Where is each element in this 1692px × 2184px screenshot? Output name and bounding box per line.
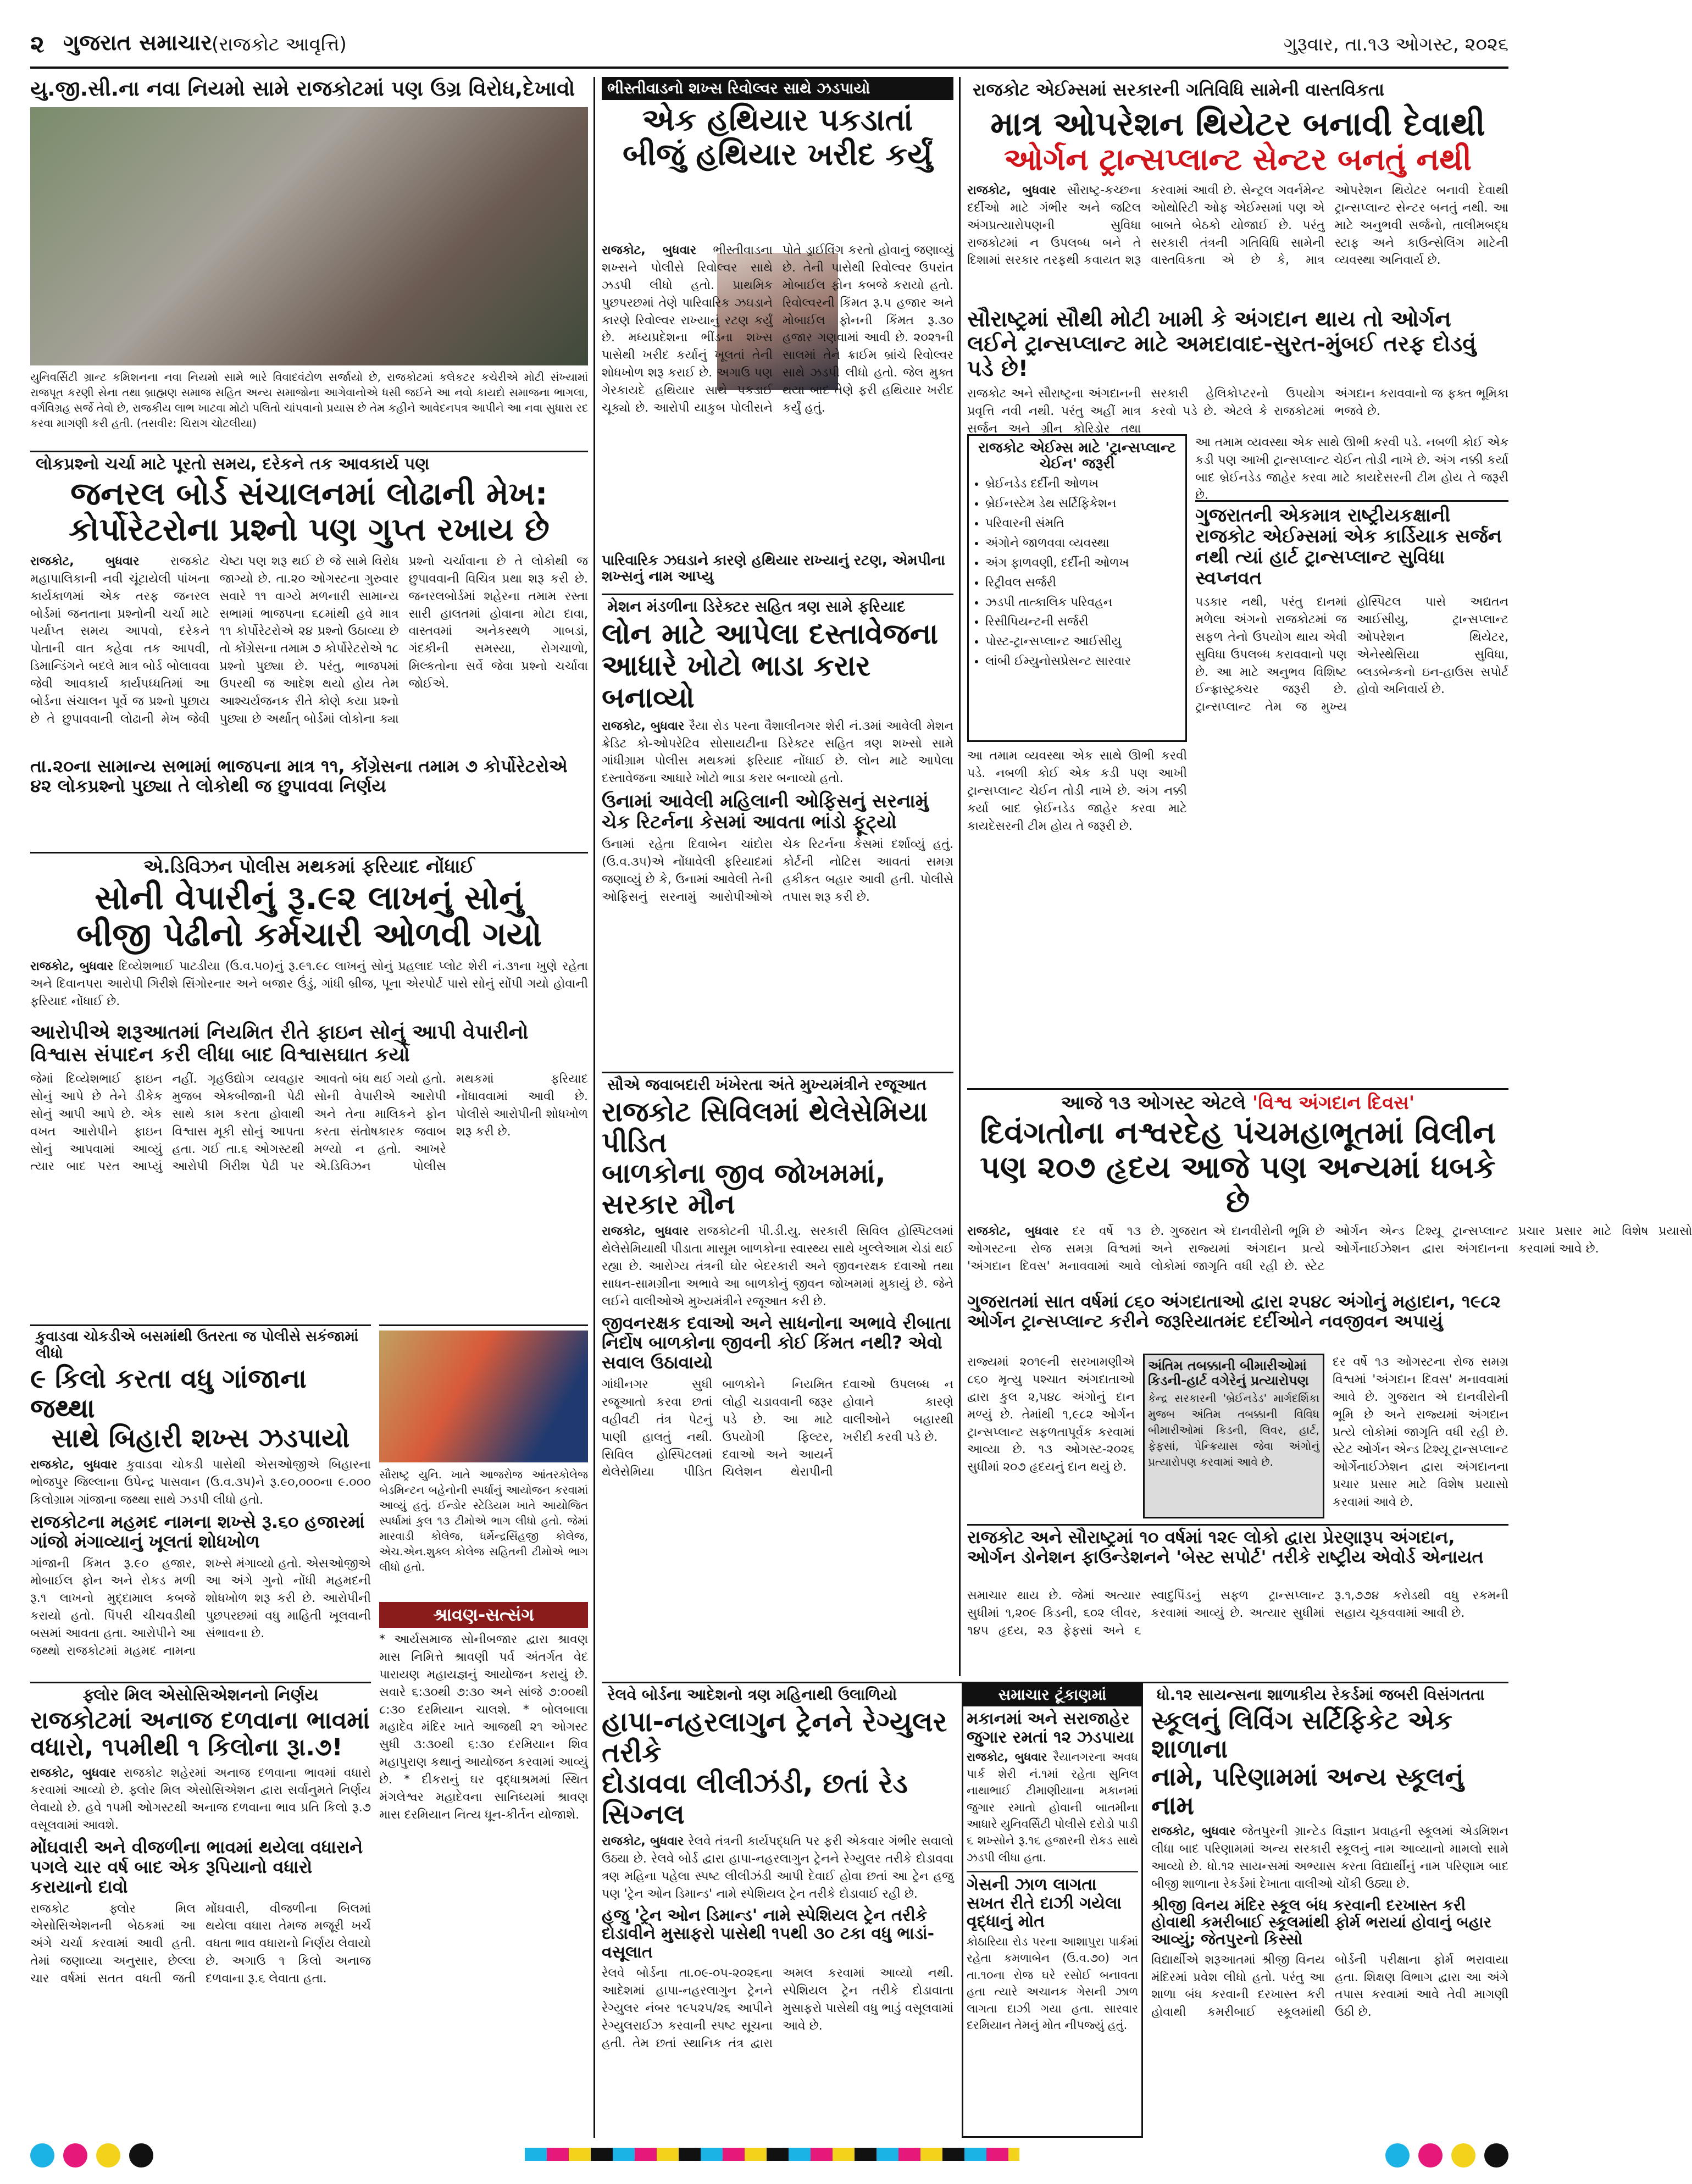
cyan-mark — [30, 2143, 54, 2168]
flour-strap: ફ્લોર મિલ એસોસિએશનનો નિર્ણય — [82, 1686, 319, 1705]
aiims-strap: રાજકોટ એઈમ્સમાં સરકારની ગતિવિધિ સામેની વાસ્તવિકતા — [973, 79, 1384, 100]
loan-dateline: રાજકોટ, બુધવાર — [602, 719, 685, 733]
aiims-continuation: આ તમામ વ્યવસ્થા એક સાથે ઊભી કરવી પડે. નબળી કોઈ એક કડી પણ આખી ટ્રાન્સપ્લાન્ટ ચેઈન તોડી નાખે છે. અંગ નક્કી કર્યા બાદ બ્રેઈનડેડ જાહેર કરવા માટે કાયદેસરની ટીમ હોય તે જરૂરી છે. — [967, 749, 1187, 833]
board-headline-2: કોર્પોરેટરોના પ્રશ્નો પણ ગુપ્ત રખાય છે — [69, 510, 550, 548]
revolver-headline-2: બીજું હથિયાર ખરીદ કર્યું — [622, 136, 933, 173]
gold-headline-2: બીજી પેઢીનો કર્મચારી ઓળવી ગયો — [76, 916, 542, 955]
brief-dateline: રાજકોટ, બુધવાર — [967, 1750, 1047, 1764]
list-item: • અંગોને જાળવવા વ્યવસ્થા — [985, 535, 1181, 552]
news-brief-box — [962, 1682, 1143, 2138]
flour-story — [30, 1682, 371, 2138]
organ-day-strap: આજે ૧૩ ઓગસ્ટ એટલે 'વિશ્વ અંગદાન દિવસ' — [1061, 1092, 1415, 1114]
end-stage-box-body: કેન્દ્ર સરકારની 'બ્રેઈનડેડ' માર્ગદર્શિકા મુજબ અંતિમ તબક્કાની વિવિધ બીમારીઓમાં કિડની, લિવર, હાર્ટ, ફેફસાં, પેન્ક્રિયાસ જેવા અંગોનું પ્રત્યારોપણ કરવામાં આવે છે. — [1148, 1391, 1319, 1468]
magenta-mark — [1418, 2143, 1443, 2168]
satsang-box — [379, 1602, 588, 1987]
paper-name: ગુજરાત સમાચાર — [63, 30, 212, 56]
thalassemia-dateline: રાજકોટ, બુધવાર — [602, 1224, 689, 1238]
loan-story — [602, 594, 953, 1066]
revolver-body: રાજકોટ, બુધવાર ભીસ્તીવાડના શખ્સને પોલીસે રિવોલ્વર સાથે ઝડપી લીધો હતો. પ્રાથમિક પુછપરછમાં તેણે પારિવારિક ઝઘડાને કારણે રિવોલ્વર રાખ્યાનું રટણ કર્યું છે. મધ્યપ્રદેશના ભીંડના શખ્સ પાસેથી ખરીદ કર્યાનું ખૂલતાં તેની શોધખોળ શરૂ કરાઈ છે. અગાઉ પણ ગેરકાયદે હથિયાર સાથે પકડાઈ ચૂક્યો છે. આરોપી યાકુબ પોલીસને પોતે ડ્રાઈવિંગ કરતો હોવાનું જણાવ્યું છે. તેની પાસેથી રિવોલ્વર ઉપરાંત મોબાઈલ ફોન કબજે કરાયો હતો. રિવોલ્વરની કિંમત રૂ.૫ હજાર અને મોબાઈલ ફોનની કિંમત રૂ.૩૦ હજાર ગણવામાં આવી છે. ૨૦૨૧ની સાલમાં તેને ક્રાઈમ બ્રાંચે રિવોલ્વર સાથે ઝડપી લીધો હતો. જેલ મુક્ત થયા બાદ તેણે ફરી હથિયાર ખરીદ કર્યું હતું. — [602, 243, 953, 415]
badminton-caption: સૌરાષ્ટ્ર યુનિ. ખાતે આજરોજ આંતરકોલેજ બેડમિન્ટન બહેનોની સ્પર્ધાનું આયોજન કરવામાં આવ્યું હતું. ઈન્ડોર સ્ટેડિયમ ખાતે આયોજિત સ્પર્ધામાં કુલ ૧૩ ટીમોએ ભાગ લીધો હતો. જેમાં મારવાડી કોલેજ, ધર્મેન્દ્રસિંહજી કોલેજ, એચ.એન.શુક્લ કોલેજ સહિતની ટીમોએ ભાગ લીધો હતો. — [379, 1468, 588, 1573]
ganja-dateline: રાજકોટ, બુધવાર — [30, 1458, 118, 1472]
railway-headline-2: દોડાવવા લીલીઝંડી, છતાં રેડ સિગ્નલ — [602, 1767, 908, 1830]
color-strip — [525, 2148, 1019, 2161]
list-item: • પરિવારની સંમતિ — [985, 515, 1181, 533]
aiims-subhead: સૌરાષ્ટ્રમાં સૌથી મોટી ખામી કે અંગદાન થાય તો ઓર્ગન લઈને ટ્રાન્સપ્લાન્ટ માટે અમદાવાદ-સુરત-મુંબઈ તરફ દોડવું પડે છે! — [967, 306, 1477, 381]
loan-strap: મેશન મંડળીના ડિરેક્ટર સહિત ત્રણ સામે ફરિયાદ — [607, 597, 906, 616]
aiims-headline-2: ઓર્ગન ટ્રાન્સપ્લાન્ટ સેન્ટર બનતું નથી — [1003, 142, 1472, 178]
school-strap: ધો.૧૨ સાયન્સના શાળાકીય રેકર્ડમાં જબરી વિસંગતતા — [1157, 1686, 1485, 1704]
satsang-body: * આર્યસમાજ સોનીબજાર દ્વારા શ્રાવણ માસ નિમિત્તે શ્રાવણી પર્વ અંતર્ગત વેદ પારાયણ મહાયજ્ઞનું આયોજન કરાયું છે. સવારે ૬:૩૦થી ૭:૩૦ અને સાંજે ૭:૦૦થી ૮:૩૦ દરમિયાન ચાલશે. * બોલબાલા મહાદેવ મંદિર ખાતે આજથી ૨૧ ઓગસ્ટ સુધી ૩:૩૦થી ૬:૩૦ દરમિયાન શિવ મહાપુરાણ કથાનું આયોજન કરવામાં આવ્યું છે. * દીકરાનું ઘર વૃદ્ધાશ્રમમાં સ્થિત મંગલેશ્વર મહાદેવના સાનિધ્યમાં શ્રાવણ માસ દરમિયાન નિત્ય ધૂન-કીર્તન યોજાશે. — [379, 1633, 588, 1822]
protest-photo — [30, 107, 588, 365]
transplant-chain-box — [967, 434, 1187, 742]
magenta-mark — [63, 2143, 87, 2168]
print-registration-bar — [30, 2143, 1508, 2165]
gold-intro: રાજકોટ, બુધવાર દિવ્યેશભાઈ પાટડીયા (ઉ.વ.૫૦)નું રૂ.૯૧.૯૮ લાખનું સોનું પ્રહલાદ પ્લોટ શેરી નં.૩૧ના ખુણે રહેતા અને દિવાનપરા આરોપી ગિરીશે સિંગોરનાર અને બજાર ઉંડું, ગાંધી બ્રીજ, પૂના એરપોર્ટ પાસે સોનું સોંપી ગયો હોવાની ફરિયાદ નોંધાઈ છે. — [30, 960, 589, 1009]
aiims-body-2: રાજકોટ અને સૌરાષ્ટ્રના અંગદાનની પ્રવૃત્તિ નવી નથી. પરંતુ અહીં માત્ર સર્જન અને ગ્રીન કોરિડોર તથા સરકારી હેલિકોપ્ટરનો ઉપયોગ કરવો પડે છે. એટલે કે રાજકોટમાં અંગદાન કરાવવાનો જ ફક્ત ભૂમિકા ભજવે છે. — [967, 387, 1508, 436]
thalassemia-body: રાજકોટ, બુધવાર રાજકોટની પી.ડી.યુ. સરકારી સિવિલ હોસ્પિટલમાં થેલેસેમિયાથી પીડાતા માસૂમ બાળકોના સ્વાસ્થ્ય સાથે ખુલ્લેઆમ ચેડાં થઈ રહ્યા છે. આરોગ્ય તંત્રની ઘોર બેદરકારી અને જીવનરક્ષક દવાઓ તથા સાધન-સામગ્રીના અભાવે આ બાળકોનું જીવન જોખમમાં મુકાયું છે. જેને લઈને વાલીઓએ મુખ્યમંત્રીને રજૂઆત કરી છે. — [602, 1224, 954, 1309]
brief-headline-2: ગેસની ઝાળ લાગતા સખત રીતે દાઝી ગયેલા વૃદ્ધાનું મોત — [967, 1871, 1138, 1931]
list-item: • બ્રેઈનડેડ દર્દીની ઓળખ — [985, 475, 1181, 493]
page-header — [30, 30, 1508, 69]
railway-strap: રેલવે બોર્ડના આદેશનો ત્રણ મહિનાથી ઉલાળિયો — [607, 1686, 897, 1704]
ugc-headline: યુ.જી.સી.ના નવા નિયમો સામે રાજકોટમાં પણ ઉગ્ર વિરોધ,દેખાવો — [30, 76, 575, 101]
photo-credit: (તસવીર: ચિરાગ ચોટલીયા) — [136, 417, 257, 430]
badminton-story — [379, 1324, 588, 1599]
aiims-headline-1: માત્ર ઓપરેશન થિયેટર બનાવી દેવાથી — [990, 105, 1485, 143]
list-item: • રિટ્રીવલ સર્જરી — [985, 574, 1181, 592]
school-dateline: રાજકોટ, બુધવાર — [1151, 1825, 1236, 1839]
gold-story — [30, 852, 588, 1319]
aiims-body-3: પડકાર નથી, પરંતુ દાનમાં મળેલા અંગનો રાજકોટમાં જ સફળ તેનો ઉપયોગ થાય એવી સુવિધા ઉપલબ્ધ કરાવવાનો પણ છે. આ માટે અનુભવ વિશિષ્ટ ઈન્ફ્રાસ્ટ્રક્ચર જરૂરી છે. ટ્રાન્સપ્લાન્ટ તેમ જ મુખ્ય હોસ્પિટલ પાસે અદ્યતન આઈસીયુ, ટ્રાન્સપ્લાન્ટ ઓપરેશન થિયેટર, એનેસ્થેસિયા સુવિધા, બ્લડબેન્કનો ઇન-હાઉસ સપોર્ટ હોવો અનિવાર્ય છે. — [1195, 595, 1508, 714]
ugc-caption: યુનિવર્સિટી ગ્રાન્ટ કમિશનના નવા નિયમો સામે ભારે વિવાદવંટોળ સર્જાયો છે, રાજકોટમાં કલેકટર કચેરીએ મોટી સંખ્યામાં રાજપૂત કરણી સેના તથા બ્રાહ્મણ સમાજ સહિત અન્ય સમાજોના આગેવાનોએ ધસી જઈને આ નવો કાયદો સમાજના ભાગલા, વર્ગવિગ્રહ સર્જે તેવો છે, રાજકીય લાભ ખાટવા મોટો પલિતો ચાંપવાનો પ્રયાસ છે તેમ કહીને આવેદનપત્ર આપીને આ નવા સુધારા રદ કરવા માગણી કરી હતી. (તસવીર: ચિરાગ ચોટલીયા) — [30, 370, 588, 430]
flour-subhead: મોંઘવારી અને વીજળીના ભાવમાં થયેલા વધારાને પગલે ચાર વર્ષ બાદ એક રૂપિયાનો વધારો કરાયાનો દાવો — [30, 1837, 363, 1897]
thalassemia-strap: સૌએ જવાબદારી ખંખેરતા અંતે મુખ્યમંત્રીને રજૂઆત — [607, 1076, 927, 1094]
gold-headline-1: સોની વેપારીનું રૂ.૯૨ લાખનું સોનું — [95, 879, 524, 917]
organ-day-subhead-2: રાજકોટ અને સૌરાષ્ટ્રમાં ૧૦ વર્ષમાં ૧૨૯ લોકો દ્વારા પ્રેરણારૂપ અંગદાન, ઓર્ગન ડોનેશન ફાઉન્ડેશનને 'બેસ્ટ સપોર્ટ' તરીકે રાષ્ટ્રીય એવોર્ડ એનાયત — [967, 1524, 1508, 1584]
aiims-story — [967, 77, 1508, 1083]
revolver-story — [602, 77, 953, 588]
list-item: • પોસ્ટ-ટ્રાન્સપ્લાન્ટ આઈસીયુ — [985, 633, 1181, 651]
board-dateline: રાજકોટ, બુધવાર — [30, 554, 140, 568]
revolver-footer: પારિવારિક ઝઘડાને કારણે હથિયાર રાખ્યાનું રટણ, એમપીના શખ્સનું નામ આપ્યુ — [602, 552, 945, 585]
cyan-mark — [1385, 2143, 1410, 2168]
news-brief-title: સમાચાર ટૂંકાણમાં — [963, 1683, 1141, 1706]
loan-body: રાજકોટ, બુધવાર રૈયા રોડ પરના વૈશાલીનગર શેરી નં.૩માં આવેલી મેશન ક્રેડિટ કો-ઓપરેટિવ સોસાયટીના ડિરેક્ટર સહિત ત્રણ શખ્સો સામે ગાંધીગ્રામ પોલીસ મથકમાં ફરિયાદ નોંધાઈ છે. લોન માટે આપેલા દસ્તાવેજના આધારે ખોટો ભાડા કરાર બનાવ્યો હતો. — [602, 719, 954, 786]
chain-box-title: રાજકોટ એઈમ્સ માટે 'ટ્રાન્સપ્લાન્ટ ચેઈન' જરૂરી — [978, 440, 1176, 473]
list-item: • લાંબી ઈમ્યુનોસપ્રેસન્ટ સારવાર — [985, 653, 1181, 670]
railway-subhead: હજુ 'ટ્રેન ઓન ડિમાન્ડ' નામે સ્પેશિયલ ટ્રેન તરીકે દોડાવીને મુસાફરો પાસેથી ૧૫થી ૩૦ ટકા વધુ ભાડાં-વસૂલાત — [602, 1905, 935, 1962]
satsang-title: શ્રાવણ-સત્સંગ — [379, 1602, 588, 1628]
badminton-photo — [379, 1331, 588, 1462]
loan-headline-2: આધારે ખોટો ભાડા કરાર બનાવ્યો — [602, 650, 871, 715]
railway-body-2: રેલવે બોર્ડના તા.૦૯-૦૫-૨૦૨૬ના આદેશમાં હાપા-નહરલાગુન ટ્રેનને રેગ્યુલર નંબર ૧૯૫૨૫/૨૬ આપીને રેગ્યુલરાઈઝ કરવાની સ્પષ્ટ સૂચના હતી. તેમ છતાં સ્થાનિક તંત્ર દ્વારા અમલ કરવામાં આવ્યો નથી. સ્પેશિયલ ટ્રેન તરીકે દોડાવાતા મુસાફરો પાસેથી વધુ ભાડું વસૂલવામાં આવે છે. — [602, 1966, 953, 2050]
end-stage-box — [1143, 1354, 1324, 1518]
thalassemia-story — [602, 1072, 953, 1522]
brief-body-2: કોઠારિયા રોડ પરના આશાપુરા પાર્કમાં રહેતા કમળાબેન (ઉ.વ.૭૦) ગત તા.૧૦ના રોજ ઘરે રસોઈ બનાવતા હતા ત્યારે અચાનક ગેસની ઝાળ લાગતા દાઝી ગયા હતા. સારવાર દરમિયાન તેમનું મોત નીપજ્યું હતું. — [967, 1935, 1138, 2032]
thalassemia-body-2: ગાંધીનગર સુધી રજૂઆતો કરવા છતાં વહીવટી તંત્ર પેટનું પાણી હાલતું નથી. સિવિલ હોસ્પિટલમાં થેલેસેમિયા પીડિત બાળકોને નિયમિત લોહી ચડાવવાની જરૂર પડે છે. આ માટે ઉપયોગી ફિલ્ટર, દવાઓ અને આયર્ન ચિલેશન થેરાપીની દવાઓ ઉપલબ્ધ ન હોવાને કારણે વાલીઓને બહારથી ખરીદી કરવી પડે છે. — [602, 1377, 953, 1479]
revolver-strap: ભીસ્તીવાડનો શખ્સ રિવોલ્વર સાથે ઝડપાયો — [602, 77, 953, 100]
column-rule-left — [593, 77, 595, 2138]
ganja-headline-1: ૯ કિલો કરતા વધુ ગાંજાના જથ્થા — [30, 1363, 307, 1424]
organ-day-headline-1: દિવંગતોના નશ્વરદેહ પંચમહાભૂતમાં વિલીન — [980, 1115, 1496, 1151]
organ-day-body-3: સમાચાર થાય છે. જેમાં અત્યાર સુધીમાં ૧,૨૦૯ કિડની, ૬૦૨ લીવર, ૧૪૫ હૃદય, ૨૩ ફેફસાં અને ૬ સ્વાદુપિંડનું સફળ ટ્રાન્સપ્લાન્ટ કરવામાં આવ્યું છે. અત્યાર સુધીમાં રૂ.૧,૭૭૪ કરોડથી વધુ રકમની સહાય ચૂકવવામાં આવી છે. — [967, 1589, 1508, 1638]
yellow-mark — [96, 2143, 120, 2168]
black-mark — [129, 2143, 153, 2168]
flour-body-2: રાજકોટ ફ્લોર મિલ એસોસિએશનની બેઠકમાં આ અંગે ચર્ચા કરવામાં આવી હતી. તેમાં જણાવ્યા અનુસાર, છેલ્લા ચાર વર્ષમાં સતત વધતી જતી મોંઘવારી, વીજળીના બિલમાં થયેલા વધારા તેમજ મજૂરી ખર્ચ વધતા ભાવ વધારાનો નિર્ણય લેવાયો છે. અગાઉ ૧ કિલો અનાજ દળવાના રૂ.૬ લેવાતા હતા. — [30, 1902, 371, 1986]
aiims-dateline: રાજકોટ, બુધવાર — [967, 183, 1056, 197]
thalassemia-subhead: જીવનરક્ષક દવાઓ અને સાધનોના અભાવે રીબાતા નિર્દોષ બાળકોના જીવની કોઈ કિંમત નથી? એવો સવાલ ઉઠાવાયો — [602, 1312, 951, 1373]
ugc-story — [30, 77, 588, 445]
loan-headline-1: લોન માટે આપેલા દસ્તાવેજના — [602, 618, 939, 651]
ganja-body-2: ગાંજાની કિંમત રૂ.૯૦ હજાર, મોબાઈલ ફોન અને રોકડ મળી રૂ.૧ લાખનો મુદ્દામાલ કબજે કરાયો હતો. પિંપરી ચીચવડીથી બસમાં આવતા હતા. આરોપીને આ જથ્થો રાજકોટમાં મહમદ નામના શખ્સે મંગાવ્યો હતો. એસઓજીએ આ અંગે ગુનો નોંધી મહમદની શોધખોળ શરૂ કરી છે. આરોપીની પુછપરછમાં વધુ માહિતી ખૂલવાની સંભાવના છે. — [30, 1556, 371, 1659]
organ-day-headline-2: પણ ૨૦૭ હૃદય આજે પણ અન્યમાં ધબકે છે — [980, 1149, 1496, 1220]
chain-list — [973, 475, 1181, 670]
railway-body: રાજકોટ, બુધવાર રેલવે તંત્રની કાર્યપદ્ધતિ પર ફરી એકવાર ગંભીર સવાલો ઉઠ્યા છે. રેલવે બોર્ડ દ્વારા હાપા-નહરલાગુન ટ્રેનને રેગ્યુલર તરીકે દોડાવવા ત્રણ મહિના પહેલા સ્પષ્ટ લીલીઝંડી આપી દેવાઈ હોવા છતાં આ ટ્રેન હજુ પણ 'ટ્રેન ઓન ડિમાન્ડ' નામે સ્પેશિયલ ટ્રેન તરીકે દોડાવાઈ રહી છે. — [602, 1834, 953, 1901]
organ-day-body-2: રાજ્યમાં ૨૦૧૯ની સરખામણીએ ૮૬૦ મૃત્યુ પશ્ચાત અંગદાતાઓ દ્વારા કુલ ૨,૫૪૮ અંગોનું દાન મળ્યું છે. તેમાંથી ૧,૯૮૨ ઓર્ગન ટ્રાન્સપ્લાન્ટ સફળતાપૂર્વક કરવામાં આવ્યા છે. ૧૩ ઓગસ્ટ-૨૦૨૬ સુધીમાં ૨૦૭ હૃદયનું દાન થયું છે. — [967, 1355, 1135, 1475]
gold-subhead: આરોપીએ શરૂઆતમાં નિયમિત રીતે ફાઇન સોનું આપી વેપારીનો વિશ્વાસ સંપાદન કરી લીધા બાદ વિશ્વાસઘાત કર્યો — [30, 1021, 529, 1066]
board-headline-1: જનરલ બોર્ડ સંચાલનમાં લોઢાની મેખ: — [70, 475, 548, 512]
organ-day-subhead: ગુજરાતમાં સાત વર્ષમાં ૮૬૦ અંગદાતાઓ દ્વારા ૨૫૪૮ અંગોનું મહાદાન, ૧૯૮૨ ઓર્ગન ટ્રાન્સપ્લાન્ટ કરીને જરૂરિયાતમંદ દર્દીઓને નવજીવન અપાયું — [967, 1291, 1501, 1332]
ganja-story — [30, 1324, 371, 1676]
yellow-mark — [1451, 2143, 1475, 2168]
issue-date: ગુરૂવાર, તા.૧૩ ઓગસ્ટ, ૨૦૨૬ — [1283, 34, 1508, 56]
school-body-2: વિદ્યાર્થીએ શરૂઆતમાં શ્રીજી વિનય મંદિરમાં પ્રવેશ લીધો હતો. પરંતુ આ શાળા બંધ કરવાની દરખાસ્ત કરી હોવાથી કમરીબાઈ સ્કૂલમાંથી બોર્ડની પરીક્ષાના ફોર્મ ભરાવાયા હતા. શિક્ષણ વિભાગ દ્વારા આ અંગે તપાસ કરવામાં આવે તેવી માગણી ઉઠી છે. — [1151, 1953, 1508, 2020]
brief-body-1: રાજકોટ, બુધવાર રૈયાનગરના અવધ પાર્ક શેરી નં.૧માં રહેતા સુનિલ નાથાભાઈ ટીમાણીયાના મકાનમાં જુગાર રમાતો હોવાની બાતમીના આધારે યુનિવર્સિટી પોલીસે દરોડો પાડી ૬ શખ્સોને રૂ.૧૬ હજારની રોકડ સાથે ઝડપી લીધા હતા. — [967, 1750, 1138, 1864]
organ-day-body: રાજકોટ, બુધવાર દર વર્ષે ૧૩ ઓગસ્ટના રોજ સમગ્ર વિશ્વમાં 'અંગદાન દિવસ' મનાવવામાં આવે છે. ગુજરાત એ દાનવીરોની ભૂમિ છે અને રાજ્યમાં અંગદાન પ્રત્યે લોકોમાં જાગૃતિ વધી રહી છે. સ્ટેટ ઓર્ગન એન્ડ ટિશ્યૂ ટ્રાન્સપ્લાન્ટ ઓર્ગેનાઈઝેશન દ્વારા અંગદાનના પ્રચાર પ્રસાર માટે વિશેષ પ્રયાસો કરવામાં આવે છે. — [967, 1224, 1692, 1273]
railway-dateline: રાજકોટ, બુધવાર — [602, 1834, 684, 1848]
school-headline-2: નામે, પરિણામમાં અન્ય સ્કૂલનું નામ — [1151, 1762, 1464, 1820]
list-item: • ઝડપી તાત્કાલિક પરિવહન — [985, 594, 1181, 612]
organ-day-body-2b: દર વર્ષે ૧૩ ઓગસ્ટના રોજ સમગ્ર વિશ્વમાં 'અંગદાન દિવસ' મનાવવામાં આવે છે. ગુજરાત એ દાનવીરોની ભૂમિ છે અને રાજ્યમાં અંગદાન પ્રત્યે લોકોમાં જાગૃતિ વધી રહી છે. સ્ટેટ ઓર્ગન એન્ડ ટિશ્યૂ ટ્રાન્સપ્લાન્ટ ઓર્ગેનાઈઝેશન દ્વારા અંગદાનના પ્રચાર પ્રસાર માટે વિશેષ પ્રયાસો કરવામાં આવે છે. — [1333, 1355, 1508, 1510]
list-item: • બ્રેઈનસ્ટેમ ડેથ સર્ટિફિકેશન — [985, 495, 1181, 513]
thalassemia-headline-2: બાળકોના જીવ જોખમમાં, સરકાર મૌન — [602, 1157, 886, 1220]
flour-headline: રાજકોટમાં અનાજ દળવાના ભાવમાં વધારો, ૧૫મીથી ૧ કિલોના રૂા.૭! — [30, 1706, 370, 1762]
board-strap: લોકપ્રશ્નો ચર્ચા માટે પૂરતો સમય, દરેકને તક આવકાર્ય પણ — [36, 454, 430, 474]
gold-dateline: રાજકોટ, બુધવાર — [30, 960, 114, 974]
ganja-headline-2: સાથે બિહારી શખ્સ ઝડપાયો — [51, 1422, 350, 1454]
ganja-subhead: રાજકોટના મહમદ નામના શખ્સે રૂ.૬૦ હજારમાં ગાંજો મંગાવ્યાનું ખૂલતાં શોધખોળ — [30, 1511, 365, 1552]
school-story — [1151, 1682, 1508, 2138]
flour-dateline: રાજકોટ, બુધવાર — [30, 1766, 116, 1780]
black-mark — [1484, 2143, 1508, 2168]
revolver-headline-1: એક હથિયાર પકડાતાં — [642, 102, 913, 138]
school-headline-1: સ્કૂલનું લિવિંગ સર્ટિફિકેટ એક શાળાના — [1151, 1705, 1453, 1764]
school-subhead: શ્રીજી વિનય મંદિર સ્કૂલ બંધ કરવાની દરખાસ્ત કરી હોવાથી કમરીબાઈ સ્કૂલમાંથી ફોર્મ ભરાયાં હોવાનું બહાર આવ્યું; જેતપુરનો કિસ્સો — [1151, 1895, 1492, 1949]
school-body: રાજકોટ, બુધવાર જેતપુરની ગ્રાન્ટેડ વિજ્ઞાન પ્રવાહની સ્કૂલમાં એડમિશન લીધા બાદ પરિણામમાં અન્ય સરકારી સ્કૂલનું નામ આવ્યાનો મામલો સામે આવ્યો છે. ધો.૧૨ સાયન્સમાં અભ્યાસ કરતા વિદ્યાર્થીનું નામ પરિણામ બાદ બીજી શાળાના રેકર્ડમાં દેખાતા વાલીઓ ચોંકી ઉઠ્યા છે. — [1151, 1825, 1509, 1891]
aiims-body: રાજકોટ, બુધવાર સૌરાષ્ટ્ર-કચ્છના દર્દીઓ માટે ગંભીર અને જટિલ અંગપ્રત્યારોપણની સુવિધા રાજકોટમાં ન ઉપલબ્ધ બને તે દિશામાં સરકાર તરફથી કવાયત શરૂ કરવામાં આવી છે. સેન્ટ્રલ ગવર્નમેન્ટ ઓથોરિટી ઓફ એઈમ્સમાં પણ એ બાબતે બેઠકો યોજાઈ છે. પરંતુ સરકારી તંત્રની ગતિવિધિ સામેની વાસ્તવિકતા એ છે કે, માત્ર ઓપરેશન થિયેટર બનાવી દેવાથી ટ્રાન્સપ્લાન્ટ સેન્ટર બનતું નથી. આ માટે અનુભવી સર્જનો, તાલીમબદ્ધ સ્ટાફ અને કાઉન્સેલિંગ માટેની વ્યવસ્થા અનિવાર્ય છે. — [967, 183, 1508, 268]
gold-strap: એ.ડિવિઝન પોલીસ મથકમાં ફરિયાદ નોંધાઈ — [143, 856, 475, 878]
thalassemia-headline-1: રાજકોટ સિવિલમાં થેલેસેમિયા પીડિત — [602, 1096, 928, 1158]
flour-body: રાજકોટ, બુધવાર રાજકોટ શહેરમાં અનાજ દળવાના ભાવમાં વધારો કરવામાં આવ્યો છે. ફ્લોર મિલ એસોસિએશન દ્વારા સર્વાનુમતે નિર્ણય લેવાયો છે. હવે ૧૫મી ઓગસ્ટથી અનાજ દળવાના ભાવ પ્રતિ કિલો રૂ.૭ વસૂલવામાં આવશે. — [30, 1766, 371, 1833]
brief-headline-1: મકાનમાં અને સરાજાહેર જુગાર રમતાં ૧૨ ઝડપાયા — [967, 1709, 1134, 1747]
loan-subhead: ઉનામાં આવેલી મહિલાની ઓફિસનું સરનામું ચેક રિટર્નના કેસમાં આવતા ભાંડો ફૂટ્યો — [602, 790, 929, 834]
end-stage-box-title: અંતિમ તબક્કાની બીમારીઓમાં કિડની-હાર્ટ વગેરેનું પ્રત્યારોપણ — [1148, 1358, 1309, 1388]
list-item: • અંગ ફાળવણી, દર્દીની ઓળખ — [985, 555, 1181, 572]
railway-headline-1: હાપા-નહરલાગુન ટ્રેનને રેગ્યુલર તરીકે — [602, 1706, 947, 1769]
aiims-side-body: આ તમામ વ્યવસ્થા એક સાથે ઊભી કરવી પડે. નબળી કોઈ એક કડી પણ આખી ટ્રાન્સપ્લાન્ટ ચેઈન તોડી નાખે છે. અંગ નક્કી કર્યા બાદ બ્રેઈનડેડ જાહેર કરવા માટે કાયદેસરની ટીમ હોય તે જરૂરી છે. — [1195, 436, 1508, 502]
list-item: • રિસીપિયન્ટની સર્જરી — [985, 613, 1181, 631]
gold-body: જેમાં દિવ્યેશભાઈ ફાઇન સોનું આપે છે તેને ડીકેક સોનું આપી આપે છે. એક વખત આરોપીને ફાઇન સોનું આપવામાં આવ્યું ત્યાર બાદ પરત આપ્યું નહીં. ગૃહઉદ્યોગ વ્યવહાર મુજબ એકબીજાની પેઢી સાથે કામ કરતા હોવાથી વિશ્વાસ મૂકી સોનું આપતા હતા. ગઈ તા.૬ ઓગસ્ટથી આરોપી ગિરીશ પેઢી પર આવતો બંધ થઈ ગયો હતો. સોની વેપારીએ આરોપી અને તેના માલિકને ફોન કરતા સંતોષકારક જવાબ મળ્યો ન હતો. આખરે એ.ડિવિઝન પોલીસ મથકમાં ફરિયાદ નોંધાવવામાં આવી છે. પોલીસે આરોપીની શોધખોળ શરૂ કરી છે. — [30, 1072, 588, 1174]
ganja-strap: કુવાડવા ચોકડીએ બસમાંથી ઉતરતા જ પોલીસે સકંજામાં લીધો — [36, 1328, 359, 1362]
aiims-subhead-2: ગુજરાતની એકમાત્ર રાષ્ટ્રીયકક્ષાની રાજકોટ એઈમ્સમાં એક કાર્ડિયાક સર્જન નથી ત્યાં હાર્ટ ટ્રાન્સપ્લાન્ટ સુવિધા સ્વપ્નવત — [1195, 500, 1508, 588]
board-story — [30, 451, 588, 846]
loan-body-2: ઉનામાં રહેતા દિવાબેન ચાંદોરા (ઉ.વ.૩૫)એ નોંધાવેલી ફરિયાદમાં જણાવ્યું છે કે, ઉનામાં આવેલી તેની ઓફિસનું સરનામું આરોપીઓએ ચેક રિટર્નના કેસમાં દર્શાવ્યું હતું. કોર્ટની નોટિસ આવતાં સમગ્ર હકીકત બહાર આવી હતી. પોલીસે તપાસ શરૂ કરી છે. — [602, 838, 953, 905]
board-body: રાજકોટ, બુધવાર રાજકોટ મહાપાલિકાની નવી ચૂંટાયેલી પાંખના કાર્યકાળમાં એક તરફ જનરલ બોર્ડમાં જનતાના પ્રશ્નોની ચર્ચા માટે પર્યાપ્ત સમય આપવો, દરેકને પોતાની વાત કહેવા તક આપવી, ડિમાન્ડિંગને બદલે માત્ર બોર્ડ બોલાવવા જેવી આવકાર્ય કાર્યપધ્ધતિમાં આ બોર્ડના સંચાલન પૂર્વે જ પ્રશ્નો પુછાય છે તે છુપાવવાની લોઢાની મેખ જેવી ચેષ્ટા પણ શરૂ થઈ છે જે સામે વિરોધ જાગ્યો છે. તા.૨૦ ઓગસ્ટના ગુરુવાર સવારે ૧૧ વાગ્યે મળનારી સામાન્ય સભામાં ભાજપના ૬૮માંથી હવે માત્ર ૧૧ કોર્પોરેટરોએ ૨૪ પ્રશ્નો ઉઠાવ્યા છે તો કોંગ્રેસના તમામ ૭ કોર્પોરેટરોએ ૧૮ પ્રશ્નો પુછ્યા છે. પરંતુ, ભાજપમાં ઉપરથી જ આદેશ થયો હોય તેમ આશ્ચર્યજનક રીતે કોણે કયા પ્રશ્નો પુછ્યા છે અર્થાત્ બોર્ડમાં લોકોના ક્યા પ્રશ્નો ચર્ચાવાના છે તે લોકોથી જ છુપાવવાની વિચિત્ર પ્રથા શરૂ કરી છે. જનરલબોર્ડમાં શહેરના તમામ રસ્તા સારી હાલતમાં હોવાના મોટા દાવા, વાસ્તવમાં અનેકસ્થળે ગાબડાં, ગંદકીની સમસ્યા, રોગચાળો, મિલ્કતોના સર્વે જેવા પ્રશ્નો ચર્ચાવા જોઈએ. — [30, 554, 588, 726]
revolver-dateline: રાજકોટ, બુધવાર — [602, 243, 697, 257]
edition-label: (રાજકોટ આવૃત્તિ) — [212, 34, 347, 56]
organ-day-dateline: રાજકોટ, બુધવાર — [967, 1224, 1059, 1239]
column-rule-right — [959, 77, 961, 1676]
organ-day-story — [967, 1088, 1692, 1676]
board-subhead: તા.૨૦ના સામાન્ય સભામાં ભાજપના માત્ર ૧૧, કોંગ્રેસના તમામ ૭ કોર્પોરેટરોએ ૪૨ લોકપ્રશ્નો પુછ્યા તે લોકોથી જ છુપાવવા નિર્ણય — [30, 755, 568, 796]
page-number: ૨ — [30, 30, 45, 58]
ganja-body: રાજકોટ, બુધવાર કુવાડવા ચોકડી પાસેથી એસઓજીએ બિહારના ભોજપુર જિલ્લાના ઉપેન્દ્ર પાસવાન (ઉ.વ.૩૫)ને રૂ.૯૦,૦૦૦ના ૯.૦૦૦ કિલોગ્રામ ગાંજાના જથ્થા સાથે ઝડપી લીધો હતો. — [30, 1458, 371, 1507]
